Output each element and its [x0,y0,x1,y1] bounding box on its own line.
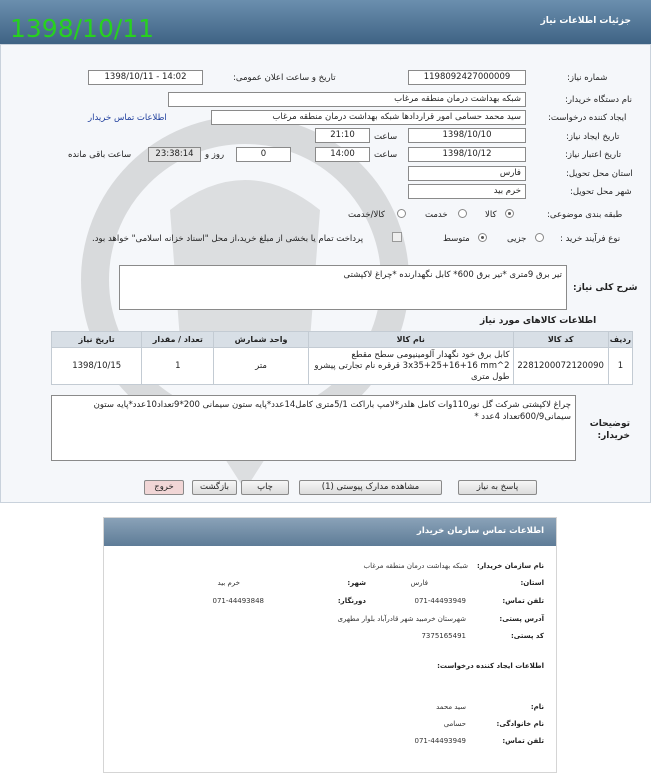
phone-label-contact: تلفن تماس: [502,597,544,605]
days-label: روز و [205,150,225,160]
creator-field: سید محمد حسامی امور قراردادها شبکه بهداشت درمان منطقه مرغاب [211,110,526,125]
process-medium-label: متوسط [443,234,470,244]
table-row [52,348,633,385]
cell-row: 1 [608,348,632,385]
overlay-date-stamp: 1398/10/11 [10,14,155,43]
org-value: شبکه بهداشت درمان منطقه مرغاب [363,562,468,570]
city-value-contact: خرم بید [217,579,240,587]
city-label: شهر محل تحویل: [570,187,632,197]
exit-button[interactable]: خروج [144,480,184,495]
validity-label: تاریخ اعتبار نیاز: [565,150,622,160]
creator-name-value: سید محمد [436,703,466,711]
contact-panel-header [104,518,556,546]
city-label-contact: شهر: [347,579,366,587]
remaining-label: ساعت باقی مانده [68,150,132,160]
creator-phone-label: تلفن تماس: [502,737,544,745]
address-label: آدرس پستی: [499,615,544,623]
created-date-label: تاریخ ایجاد نیاز: [566,132,620,142]
buyer-label: نام دستگاه خریدار: [565,95,632,105]
fax-label: دورنگار: [337,597,366,605]
cell-qty: 1 [142,348,214,385]
col-qty: تعداد / مقدار [142,332,214,348]
page-title: جزئیات اطلاعات نیاز [540,16,631,26]
buyer-field: شبکه بهداشت درمان منطقه مرغاب [168,92,526,107]
creator-family-value: حسامی [443,720,466,728]
payment-note: پرداخت تمام یا بخشی از مبلغ خرید،از محل "اسناد خزانه اسلامی" خواهد بود. [92,234,364,244]
process-radio-medium[interactable] [478,233,487,243]
view-attachments-button[interactable]: مشاهده مدارک پیوستی (1) [299,480,442,495]
summary-textarea: تیر برق 9متری *تیر برق 600* کابل نگهدارنده *چراغ لاکپشتی [119,265,567,310]
province-label-contact: استان: [520,579,544,587]
process-radio-minor[interactable] [535,233,544,243]
validity-date-field: 1398/10/12 [408,147,526,162]
created-date-field: 1398/10/10 [408,128,526,143]
buyer-notes-textarea: چراغ لاکپشتی شرکت گل نور110وات کامل هلدر*لامپ باراکت 5/1متری کامل14عدد*پایه ستون سیمانی 200*9تعداد10عدد*پایه ستون سیمانی600/9تعداد 4عدد * [51,395,576,461]
print-button[interactable]: چاپ [241,480,289,495]
created-time-field: 21:10 [315,128,370,143]
col-code: کد کالا [513,332,608,348]
col-name: نام کالا [308,332,513,348]
back-button[interactable]: بازگشت [192,480,237,495]
contact-panel-title: اطلاعات تماس سازمان خریدار [416,526,544,536]
buyer-contact-link[interactable]: اطلاعات تماس خریدار [88,113,167,123]
col-row: ردیف [608,332,632,348]
cell-code: 2281200072120090 [513,348,608,385]
treasury-checkbox[interactable] [392,232,402,243]
postal-label: کد پستی: [510,632,544,640]
creator-name-label: نام: [530,703,544,711]
province-label: استان محل تحویل: [566,169,633,179]
process-minor-label: جزیی [507,234,527,244]
category-radio-both[interactable] [397,209,406,219]
province-value-contact: فارس [410,579,428,587]
buyer-contact-panel [103,517,557,773]
summary-label: شرح کلی نیاز: [573,283,638,293]
goods-header-row [52,332,633,348]
need-number-label: شماره نیاز: [567,73,608,83]
process-label: نوع فرآیند خرید : [560,234,621,244]
category-label: طبقه بندی موضوعی: [547,210,623,220]
days-field: 0 [236,147,291,162]
reply-button[interactable]: پاسخ به نیاز [458,480,537,495]
cell-name: کابل برق خود نگهدار آلومینیومی سطح مقطع 3x35+25+16+16 mm^2 قرقره نام تجارتی پیشرو طول متری [308,348,513,385]
city-field: خرم بید [408,184,526,199]
category-service-label: خدمت [425,210,448,220]
creator-label: ایجاد کننده درخواست: [548,113,627,123]
validity-time-label: ساعت [374,150,398,160]
postal-value: 7375165491 [421,632,466,640]
category-both-label: کالا/خدمت [348,210,385,220]
goods-table [51,331,633,385]
created-time-label: ساعت [374,132,398,142]
cell-unit: متر [214,348,309,385]
validity-time-field: 14:00 [315,147,370,162]
address-value: شهرستان خرمبید شهر قادرآباد بلوار مطهری [337,615,466,623]
need-number-field: 1198092427000009 [408,70,526,85]
org-label: نام سازمان خریدار: [476,562,544,570]
category-radio-service[interactable] [458,209,467,219]
col-date: تاریخ نیاز [52,332,142,348]
creator-phone-value: 071-44493949 [414,737,466,745]
category-goods-label: کالا [485,210,497,220]
buyer-notes-label: توضیحات خریدار: [589,419,630,441]
announce-field: 1398/10/11 - 14:02 [88,70,203,85]
province-field: فارس [408,166,526,181]
goods-section-title: اطلاعات کالاهای مورد نیاز [480,316,597,326]
cell-date: 1398/10/15 [52,348,142,385]
announce-label: تاریخ و ساعت اعلان عمومی: [233,73,336,83]
phone-value-contact: 071-44493949 [414,597,466,605]
fax-value: 071-44493848 [212,597,264,605]
col-unit: واحد شمارش [214,332,309,348]
creator-info-title: اطلاعات ایجاد کننده درخواست: [437,662,544,670]
remaining-time-field: 23:38:14 [148,147,201,162]
creator-family-label: نام خانوادگی: [496,720,544,728]
category-radio-goods[interactable] [505,209,514,219]
